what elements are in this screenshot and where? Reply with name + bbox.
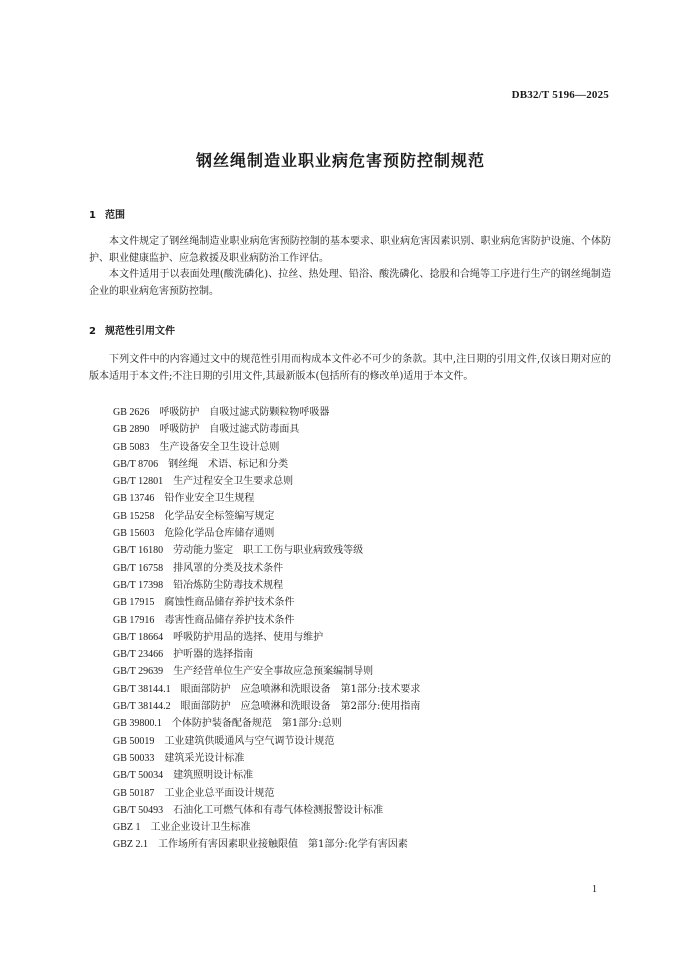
scope-paragraph-2: 本文件适用于以表面处理(酸洗磷化)、拉丝、热处理、铅浴、酸洗磷化、捻股和合绳等工序进行生产的钢丝绳制造企业的职业病危害预防控制。 [89, 269, 611, 297]
reference-code: GB 5083 [113, 441, 150, 453]
reference-code: GB 2890 [113, 424, 150, 436]
reference-title: 化学品安全标签编写规定 [164, 510, 275, 522]
reference-code: GB/T 8706 [113, 458, 159, 470]
reference-list [113, 404, 420, 854]
reference-item [113, 715, 420, 732]
reference-title: 个体防护装备配备规范 第1部分:总则 [171, 718, 342, 730]
reference-code: GB 13746 [113, 493, 155, 505]
reference-title: 呼吸防护 自吸过滤式防毒面具 [159, 424, 300, 436]
reference-title: 呼吸防护 自吸过滤式防颗粒物呼吸器 [159, 407, 330, 418]
reference-code: GB/T 16180 [113, 545, 164, 557]
reference-title: 石油化工可燃气体和有毒气体检测报警设计标准 [173, 804, 384, 816]
reference-item [113, 560, 420, 577]
standard-code: DB32/T 5196—2025 [511, 89, 609, 101]
references-intro-paragraph: 下列文件中的内容通过文中的规范性引用而构成本文件必不可少的条款。其中,注日期的引用文件,仅该日期对应的版本适用于本文件;不注日期的引用文件,其最新版本(包括所有的修改单)适用于本文件。 [89, 354, 611, 382]
reference-code: GB 2626 [113, 407, 150, 418]
reference-title: 毒害性商品储存养护技术条件 [164, 614, 295, 626]
section-title: 规范性引用文件 [105, 326, 175, 337]
reference-item [113, 490, 420, 507]
reference-title: 排风罩的分类及技术条件 [173, 562, 284, 574]
reference-title: 工作场所有害因素职业接触限值 第1部分:化学有害因素 [158, 839, 408, 851]
reference-item [113, 421, 420, 438]
reference-code: GB/T 12801 [113, 476, 164, 488]
reference-code: GBZ 2.1 [113, 839, 148, 851]
reference-item [113, 785, 420, 802]
reference-code: GB 17916 [113, 614, 155, 626]
reference-item [113, 577, 420, 594]
reference-title: 铅作业安全卫生规程 [164, 493, 255, 505]
reference-item [113, 542, 420, 559]
reference-item [113, 473, 420, 490]
section-number: 1 [89, 210, 96, 221]
reference-item [113, 525, 420, 542]
page-number: 1 [592, 884, 597, 895]
reference-code: GB/T 38144.2 [113, 701, 171, 713]
reference-item [113, 594, 420, 611]
reference-title: 工业建筑供暖通风与空气调节设计规范 [164, 735, 335, 747]
reference-item [113, 750, 420, 767]
reference-code: GB 15603 [113, 528, 155, 540]
reference-title: 工业企业设计卫生标准 [150, 822, 251, 834]
reference-title: 眼面部防护 应急喷淋和洗眼设备 第2部分:使用指南 [180, 701, 421, 713]
reference-item [113, 646, 420, 663]
reference-title: 铅冶炼防尘防毒技术规程 [173, 579, 284, 591]
reference-title: 建筑照明设计标准 [173, 770, 254, 782]
reference-title: 护听器的选择指南 [173, 649, 254, 661]
reference-title: 呼吸防护用品的选择、使用与维护 [173, 631, 324, 643]
reference-item [113, 819, 420, 836]
reference-item [113, 836, 420, 853]
reference-title: 危险化学品仓库储存通则 [164, 528, 275, 540]
reference-code: GB/T 50034 [113, 770, 164, 782]
reference-item [113, 439, 420, 456]
reference-code: GB/T 29639 [113, 666, 164, 678]
reference-item [113, 767, 420, 784]
reference-item [113, 508, 420, 525]
section-title: 范围 [105, 210, 125, 221]
reference-code: GB 17915 [113, 597, 155, 609]
reference-code: GB/T 38144.1 [113, 683, 171, 695]
section-heading-scope [89, 206, 125, 221]
section-heading-references [89, 322, 175, 337]
reference-item [113, 404, 420, 421]
reference-title: 生产过程安全卫生要求总则 [173, 476, 294, 488]
reference-item [113, 698, 420, 715]
reference-code: GB/T 16758 [113, 562, 164, 574]
reference-code: GB/T 17398 [113, 579, 164, 591]
reference-title: 钢丝绳 术语、标记和分类 [168, 458, 289, 470]
reference-code: GB/T 18664 [113, 631, 164, 643]
document-title: 钢丝绳制造业职业病危害预防控制规范 [195, 151, 485, 170]
reference-item [113, 629, 420, 646]
reference-item [113, 802, 420, 819]
reference-title: 生产设备安全卫生设计总则 [159, 441, 280, 453]
reference-title: 工业企业总平面设计规范 [164, 787, 275, 799]
reference-title: 劳动能力鉴定 职工工伤与职业病致残等级 [173, 545, 364, 557]
reference-code: GB 50187 [113, 787, 155, 799]
reference-title: 眼面部防护 应急喷淋和洗眼设备 第1部分:技术要求 [180, 683, 421, 695]
reference-code: GBZ 1 [113, 822, 141, 834]
reference-title: 腐蚀性商品储存养护技术条件 [164, 597, 295, 609]
scope-paragraph-1: 本文件规定了钢丝绳制造业职业病危害预防控制的基本要求、职业病危害因素识别、职业病危害防护设施、个体防护、职业健康监护、应急救援及职业病防治工作评估。 [89, 236, 611, 264]
reference-item [113, 612, 420, 629]
reference-code: GB 39800.1 [113, 718, 162, 730]
reference-code: GB 50033 [113, 752, 155, 764]
reference-item [113, 663, 420, 680]
section-number: 2 [89, 326, 96, 337]
reference-item [113, 681, 420, 698]
reference-title: 生产经营单位生产安全事故应急预案编制导则 [173, 666, 374, 678]
reference-code: GB 50019 [113, 735, 155, 747]
reference-code: GB 15258 [113, 510, 155, 522]
reference-item [113, 456, 420, 473]
reference-item [113, 733, 420, 750]
reference-code: GB/T 50493 [113, 804, 164, 816]
reference-code: GB/T 23466 [113, 649, 164, 661]
reference-title: 建筑采光设计标准 [164, 752, 245, 764]
